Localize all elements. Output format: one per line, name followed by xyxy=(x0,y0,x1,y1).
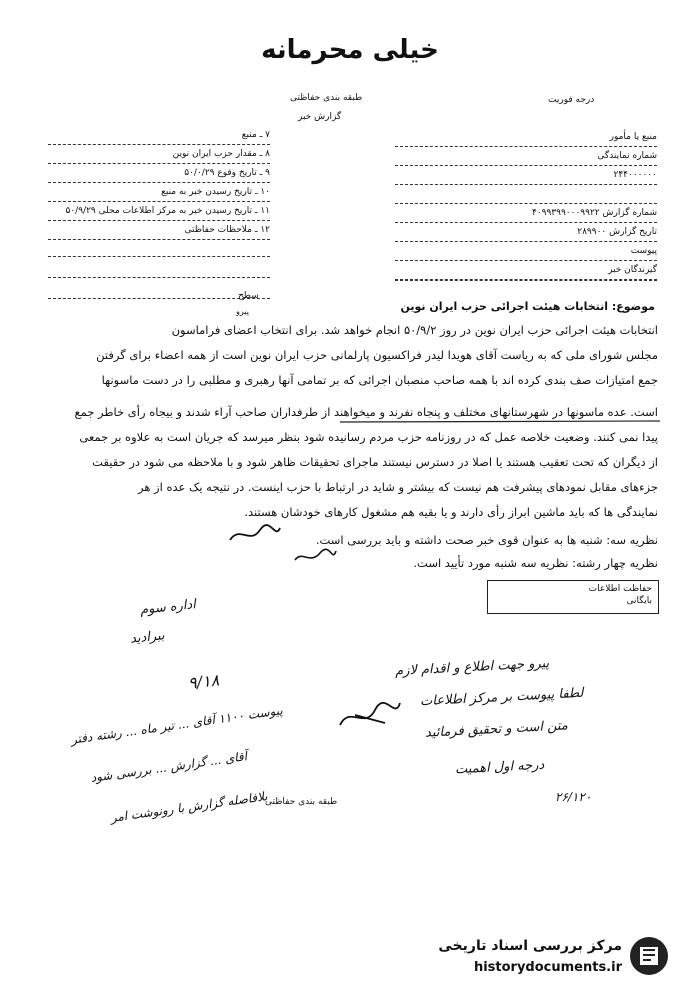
field-number xyxy=(395,170,657,185)
field-label: گیرندگان خبر xyxy=(608,265,657,275)
body-line-6: از دیگران که تحت تعقیب هستند یا اصلا در دسترس نیستند ماجرای تحقیقات ظاهر شود و با ملاحظه می شود در حقیقت xyxy=(92,455,658,469)
field-label: ۷ ـ منبع xyxy=(241,130,270,140)
stamp-line-2: بایگانی xyxy=(626,596,652,606)
field-value: ۲۸۹۹۰۰ xyxy=(577,227,607,237)
footer-classification: طبقه بندی حفاظتی xyxy=(265,797,338,807)
field-label: شماره گزارش xyxy=(602,208,657,218)
report-type: گزارش خبر xyxy=(298,112,342,122)
handwritten-note-9: آقای ... گزارش ... بررسی شود xyxy=(89,749,248,785)
handwritten-note-3: پیرو جهت اطلاع و اقدام لازم xyxy=(394,655,550,680)
body-line-9: نظریه سه: شنبه ها به عنوان قوی خبر صحت داشته و باید بررسی است. xyxy=(315,533,658,547)
blank-line xyxy=(48,244,270,257)
blank-line xyxy=(395,278,657,281)
logo-text-en: historydocuments.ir xyxy=(473,960,622,975)
subject-line: موضوع: انتخابات هیئت اجرائی حزب ایران نوین xyxy=(400,300,655,313)
field-occurrence-date xyxy=(48,168,270,183)
field-value: ۵۰/۰/۲۹ xyxy=(184,168,215,178)
field-agent-number xyxy=(395,151,657,166)
signature-2 xyxy=(290,545,340,570)
field-label: منبع یا مأمور xyxy=(609,132,657,142)
subject-tag: سطح xyxy=(238,291,259,301)
handwritten-note-10: بلافاصله گزارش با رونوشت امر xyxy=(109,789,269,825)
field-blank xyxy=(395,189,657,204)
field-report-number xyxy=(395,208,657,223)
field-attachment xyxy=(395,246,657,261)
field-label: ۹ ـ تاریخ وقوع xyxy=(217,168,270,178)
signature-1 xyxy=(225,520,285,550)
field-value: ۲۴۴۰۰۰۰۰۰ xyxy=(613,170,657,180)
field-label: ۱۰ ـ تاریخ رسیدن خبر به منبع xyxy=(161,187,270,197)
handwritten-note-8: پیوست ۱۱۰۰ آقای ... تیر ماه ... رشته دفتر xyxy=(70,703,284,747)
body-line-3: جمع امتیازات صف بندی کرده اند با همه صاحب منصبان اجرائی که بر تمامی آنها رهبری و مطلبی را در دست ماسونها xyxy=(101,373,658,387)
field-received-center xyxy=(48,206,270,221)
field-label: ۸ ـ مقدار xyxy=(235,149,270,159)
handwritten-note-2: ببرادید xyxy=(129,628,166,647)
classification-label: طبقه بندی حفاظتی xyxy=(290,93,363,103)
body-line-8: نمایندگی ها که باید ماشین ابراز رأی دارند و یا بقیه هم مشغول کارهای خودشان هستند. xyxy=(244,505,658,519)
body-line-4: است. عده ماسونها در شهرستانهای مختلف و پنجاه نفرند و میخواهند از طرفداران صاحب آراء شدند و بیجاه رأی خاطر جمع xyxy=(74,405,658,419)
field-security-notes xyxy=(48,225,270,240)
field-value: ۴۰۹۹۳۹۹۰۰۰۹۹۲۲ xyxy=(531,208,600,218)
handwritten-note-6: درجه اول اهمیت xyxy=(454,757,545,778)
field-label: شماره نمایندگی xyxy=(597,151,657,161)
body-line-5: پیدا نمی کنند. وضعیت خلاصه عمل که در روزنامه حزب مردم رسانیده شود بنظر میرسد که جریان است به علاوه بر جمعی xyxy=(79,430,658,444)
logo-text-fa: مرکز بررسی اسناد تاریخی xyxy=(438,938,622,954)
field-label: ۱۱ ـ تاریخ رسیدن خبر به مرکز اطلاعات محلی xyxy=(98,206,270,216)
field-subject-party xyxy=(48,149,270,164)
field-label: پیوست xyxy=(630,246,657,256)
field-label: ۱۲ ـ ملاحظات حفاظتی xyxy=(184,225,270,235)
handwritten-note-7: ۲۶/۱۲۰ xyxy=(555,790,592,804)
right-fields xyxy=(395,132,657,284)
underline-mark xyxy=(340,418,660,426)
body-line-7: جزءهای مقابل نمودهای پیشرفت هم نیست که بیشتر و شاید در ارتباط با حزب اینست. در نتیجه یک عده از هر xyxy=(137,480,658,494)
body-line-2: مجلس شورای ملی که به ریاست آقای هویدا لیدر فراکسیون پارلمانی حزب ایران نوین است از همه اعضاء برای گرفتن xyxy=(96,348,658,362)
field-received-source xyxy=(48,187,270,202)
body-line-10: نظریه چهار رشته: نظریه سه شنبه مورد تأیید است. xyxy=(413,556,658,570)
handwritten-note-1: اداره سوم xyxy=(139,597,197,618)
field-label: تاریخ گزارش xyxy=(609,227,657,237)
left-fields xyxy=(48,130,270,299)
field-origin xyxy=(48,130,270,145)
field-value: ۵۰/۹/۲۹ xyxy=(65,206,96,216)
archive-stamp xyxy=(487,580,659,614)
stamp-line-1: حفاظت اطلاعات xyxy=(588,584,652,594)
field-source xyxy=(395,132,657,147)
blank-line xyxy=(48,265,270,278)
document-title: خیلی محرمانه xyxy=(261,35,439,65)
subject-tag-2: پیرو xyxy=(236,307,249,316)
handwritten-note-5: متن است و تحقیق فرمائید xyxy=(424,718,569,741)
field-value: حزب ایران نوین xyxy=(172,149,233,159)
body-line-1: انتخابات هیئت اجرائی حزب ایران نوین در روز ۵۰/۹/۲ انجام خواهد شد. برای انتخاب اعضای فراماسون xyxy=(171,323,658,337)
priority-label: درجه فوریت xyxy=(548,95,595,105)
handwritten-note-4: لطفا پیوست بر مرکز اطلاعات xyxy=(419,685,584,710)
signature-3 xyxy=(335,695,405,735)
blank-line xyxy=(48,286,270,299)
handwritten-date: ۹/۱۸ xyxy=(187,670,221,693)
field-report-date xyxy=(395,227,657,242)
logo-icon xyxy=(628,935,670,977)
